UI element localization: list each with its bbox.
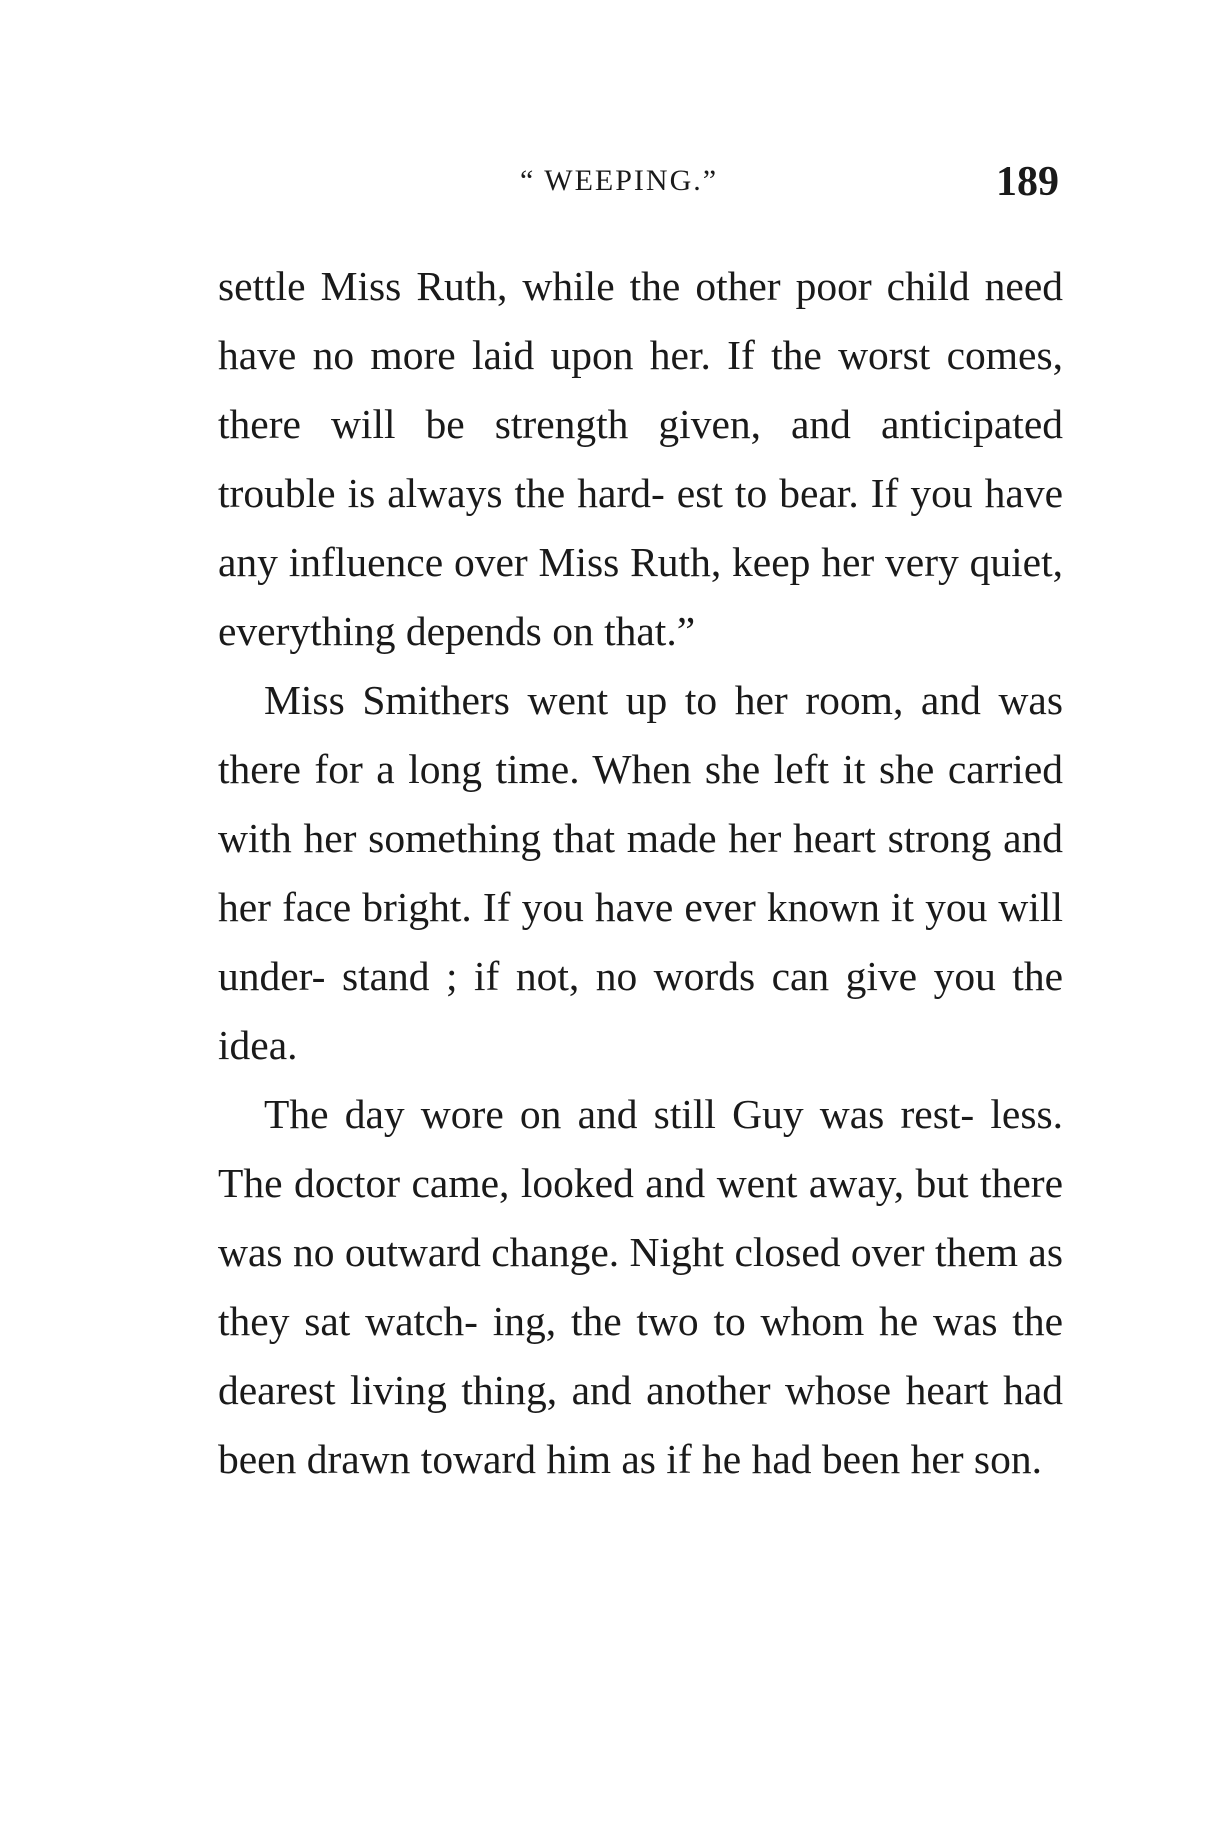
running-head: “ WEEPING.” (520, 164, 719, 197)
body-text (218, 252, 1063, 1494)
page-number: 189 (996, 159, 1059, 205)
page-header (218, 158, 1063, 214)
paragraph-3: The day wore on and still Guy was rest- less. The doctor came, looked and went away, but there was no outward change. Night closed over them as they sat watch- ing, the two to whom he was the dearest living thing, and another whose heart had been drawn toward him as if he had been her son. (218, 1091, 1063, 1482)
paragraph-2: Miss Smithers went up to her room, and was there for a long time. When she left it she carried with her something that made her heart strong and her face bright. If you have ever known it you will under- stand ; if not, no words can give you the idea. (218, 677, 1063, 1068)
paragraph-1: settle Miss Ruth, while the other poor child need have no more laid upon her. If the worst comes, there will be strength given, and anticipated trouble is always the hard- est to bear. If you have any influence over Miss Ruth, keep her very quiet, everything depends on that.” (218, 263, 1063, 654)
